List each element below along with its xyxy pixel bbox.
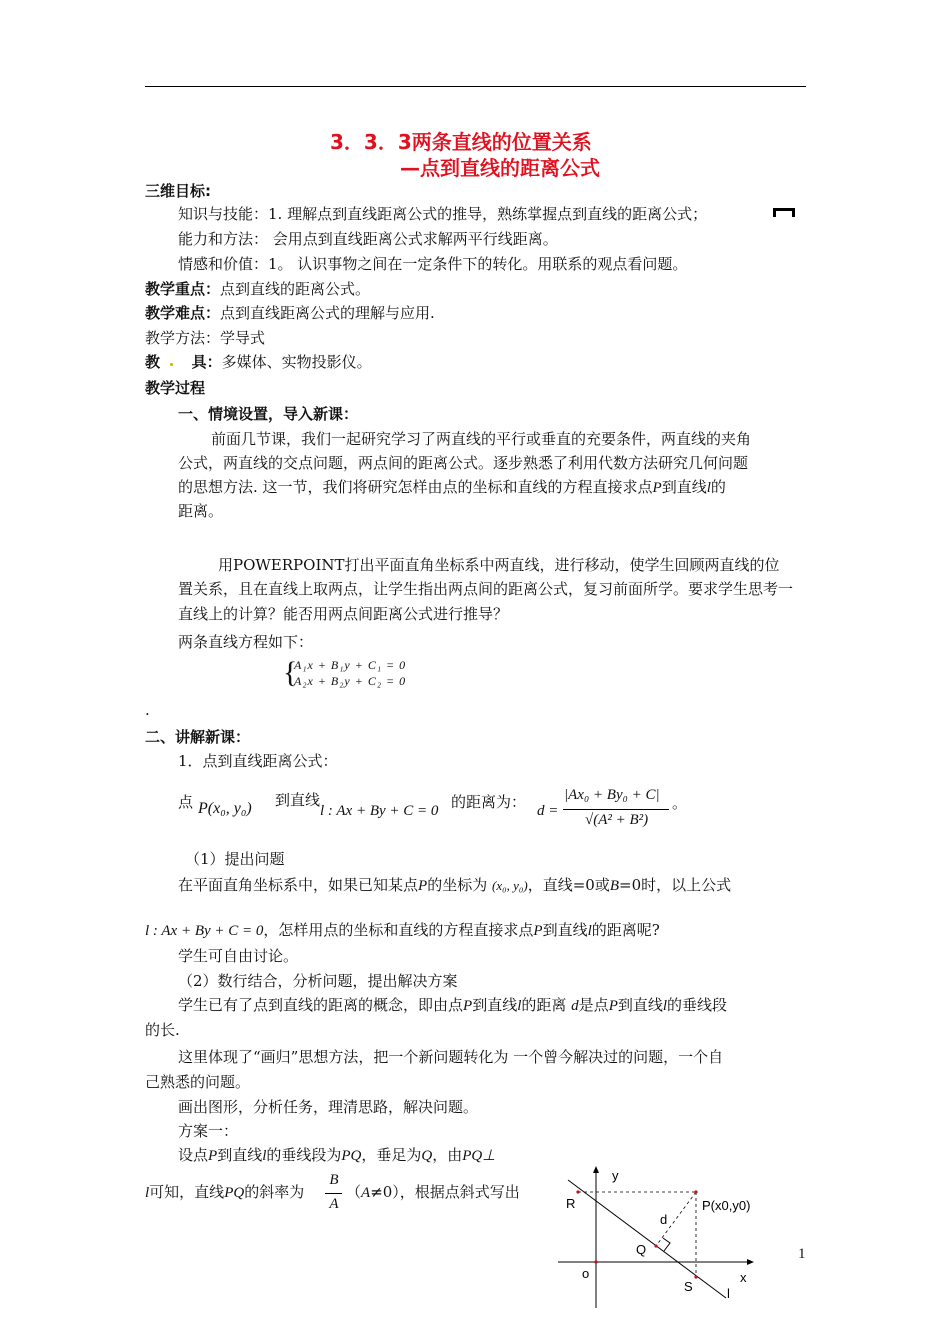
s1-p2-line1: 用POWERPOINT打出平面直角坐标系中两直线，进行移动，使学生回顾两直线的位 bbox=[218, 556, 780, 574]
stray-dot: . bbox=[145, 701, 150, 719]
formula-denominator: √(A² + B²) bbox=[585, 812, 649, 828]
y-label: y bbox=[612, 1168, 619, 1183]
page-number: 1 bbox=[798, 1246, 806, 1262]
plan1-line1: 设点P到直线l的垂线段为PQ，垂足为Q，由PQ⊥ bbox=[178, 1146, 496, 1164]
point-P bbox=[694, 1190, 697, 1193]
equation-1: A₁x + B₁y + C₁ = 0 bbox=[294, 658, 407, 672]
s1-p1-line2: 公式，两直线的交点问题，两点间的距离公式。逐步熟悉了利用代数方法研究几何问题 bbox=[178, 454, 749, 472]
key-point: 教学重点：点到直线的距离公式。 bbox=[145, 280, 371, 298]
formula-pre: 点 bbox=[178, 793, 194, 811]
goal-knowledge: 知识与技能：1. 理解点到直线距离公式的推导，熟练掌握点到直线的距离公式； bbox=[178, 205, 708, 223]
formula-point: P(x₀, y₀) bbox=[198, 800, 252, 817]
slope-frac-den: A bbox=[329, 1196, 339, 1212]
distance-figure bbox=[550, 1160, 800, 1344]
right-angle-mark bbox=[663, 1238, 670, 1251]
q2-line1: 学生已有了点到直线的距离的概念，即由点P到直线l的距离 d是点P到直线l的垂线段 bbox=[178, 996, 728, 1014]
o-label: o bbox=[582, 1266, 590, 1281]
slope-frac-num: B bbox=[329, 1172, 339, 1188]
q1-line3: 学生可自由讨论。 bbox=[178, 947, 299, 965]
goal-emotion: 情感和价值：1。 认识事物之间在一定条件下的转化。用联系的观点看问题。 bbox=[178, 255, 688, 273]
S-label: S bbox=[684, 1279, 693, 1294]
d-label: d bbox=[660, 1212, 668, 1227]
formula-to: 到直线 bbox=[275, 791, 321, 809]
title-line2: —点到直线的距离公式 bbox=[400, 156, 600, 180]
Q-label: Q bbox=[636, 1242, 647, 1257]
section1-heading: 一、情境设置，导入新课： bbox=[178, 405, 359, 423]
equation-2: A₂x + B₂y + C₂ = 0 bbox=[294, 674, 407, 688]
q1-heading: （1）提出问题 bbox=[185, 850, 285, 868]
q2-line3: 这里体现了“画归”思想方法，把一个新问题转化为 一个曾今解决过的问题，一个自 bbox=[178, 1048, 724, 1066]
formula-line: l : Ax + By + C = 0 bbox=[320, 803, 439, 819]
process-heading: 教学过程 bbox=[145, 379, 206, 397]
s1-p2-line2: 置关系，且在直线上取两点，让学生指出两点间的距离公式，复习前面所学。要求学生思考一 bbox=[178, 580, 794, 598]
bracket-mark bbox=[773, 208, 795, 217]
s1-p1-line4: 距离。 bbox=[178, 502, 224, 520]
header-rule bbox=[145, 86, 806, 87]
l-label: l bbox=[727, 1286, 730, 1301]
teaching-tools: 教 具：多媒体、实物投影仪。 bbox=[145, 353, 372, 371]
difficulty: 教学难点：点到直线距离公式的理解与应用. bbox=[145, 304, 435, 322]
plan1-line2: l可知，直线PQ的斜率为 bbox=[145, 1183, 305, 1201]
s1-p1-line3: 的思想方法. 这一节，我们将研究怎样由点的坐标和直线的方程直接求点P到直线l的 bbox=[178, 478, 726, 496]
plan1-heading: 方案一： bbox=[178, 1122, 239, 1140]
x-axis-arrow bbox=[747, 1259, 754, 1265]
P-label: P(x0,y0) bbox=[702, 1198, 751, 1213]
origin-point bbox=[594, 1260, 597, 1263]
goals-heading: 三维目标: bbox=[145, 182, 211, 200]
plan1-line2b: （A≠0），根据点斜式写出 bbox=[346, 1183, 520, 1201]
point-S bbox=[694, 1275, 697, 1278]
fraction-bar bbox=[563, 809, 669, 810]
formula-dist: 的距离为： bbox=[451, 793, 527, 811]
q1-line1: 在平面直角坐标系中，如果已知某点P的坐标为 (x₀, y₀)，直线=0或B=0时，以上公式 bbox=[178, 876, 732, 894]
R-label: R bbox=[566, 1196, 576, 1211]
section2-heading: 二、讲解新课： bbox=[145, 728, 251, 746]
formula-d: d = bbox=[537, 803, 559, 819]
formula-end: 。 bbox=[672, 794, 688, 812]
system-brace: { bbox=[283, 656, 298, 689]
q2-line4: 己熟悉的问题。 bbox=[145, 1073, 251, 1091]
q2-heading: （2）数行结合，分析问题，提出解决方案 bbox=[178, 972, 458, 990]
slope-frac-bar bbox=[325, 1193, 342, 1194]
teaching-method: 教学方法：学导式 bbox=[145, 329, 266, 347]
s1-p2-line3: 直线上的计算？能否用两点间距离公式进行推导？ bbox=[178, 605, 509, 623]
q2-line2: 的长. bbox=[145, 1021, 180, 1039]
point-Q bbox=[654, 1244, 657, 1247]
title-line1: 3．3．3两条直线的位置关系 bbox=[330, 130, 592, 154]
goal-ability: 能力和方法： 会用点到直线距离公式求解两平行线距离。 bbox=[178, 230, 558, 248]
q1-line2: l : Ax + By + C = 0，怎样用点的坐标和直线的方程直接求点P到直线l的距离呢? bbox=[145, 921, 660, 939]
s1-p1-line1: 前面几节课，我们一起研究学习了两直线的平行或垂直的充要条件，两直线的夹角 bbox=[211, 430, 752, 448]
y-axis-arrow bbox=[593, 1166, 599, 1173]
q2-line5: 画出图形，分析任务，理清思路，解决问题。 bbox=[178, 1098, 479, 1116]
formula-numerator: |Ax₀ + By₀ + C| bbox=[564, 787, 660, 803]
point-R bbox=[576, 1190, 579, 1193]
eq-intro: 两条直线方程如下： bbox=[178, 633, 314, 651]
x-label: x bbox=[740, 1270, 747, 1285]
item1: 1．点到直线距离公式： bbox=[178, 752, 338, 770]
